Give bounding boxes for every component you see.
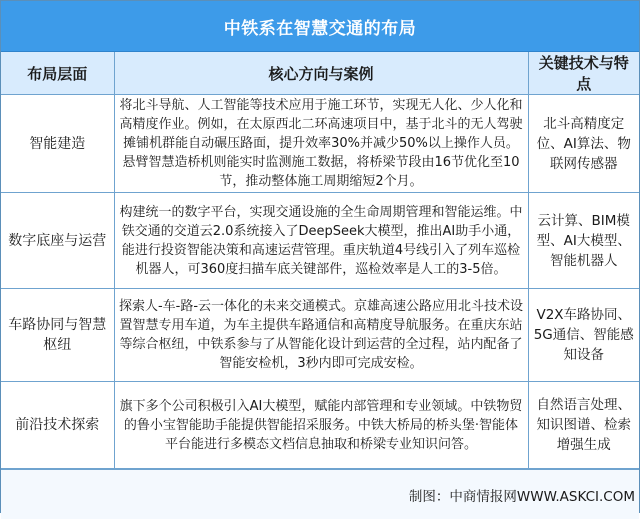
column-header-description: 核心方向与案例 xyxy=(114,52,528,95)
layer-cell: 车路协同与智慧枢纽 xyxy=(1,289,114,382)
table-title: 中铁系在智慧交通的布局 xyxy=(1,1,639,52)
layer-cell: 前沿技术探索 xyxy=(1,382,114,469)
layout-table xyxy=(1,52,639,469)
description-cell: 探索人-车-路-云一体化的未来交通模式。京雄高速公路应用北斗技术设置智慧专用车道，为车主提供车路通信和高精度导航服务。在重庆东站等综合枢纽，中铁系参与了从智能化设计到运营的全过程，站内配备了智能安检机，3秒内即可完成安检。 xyxy=(114,289,528,382)
description-cell: 将北斗导航、人工智能等技术应用于施工环节，实现无人化、少人化和高精度作业。例如，在太原西北二环高速项目中，基于北斗的无人驾驶摊铺机群能自动碾压路面，提升效率30%并减少50%以上操作人员。悬臂智慧造桥机则能实时监测施工数据，将桥梁节段由16节优化至10节，推动整体施工周期缩短2个月。 xyxy=(114,95,528,193)
column-header-layer: 布局层面 xyxy=(1,52,114,95)
description-cell: 旗下多个公司积极引入AI大模型，赋能内部管理和专业领域。中铁物贸的鲁小宝智能助手能提供智能招采服务。中铁大桥局的桥头堡·智能体平台能进行多模态文档信息抽取和桥梁专业知识问答。 xyxy=(114,382,528,469)
source-caption: 制图：中商情报网WWW.ASKCI.COM xyxy=(1,469,639,519)
column-header-technology: 关键技术与特点 xyxy=(528,52,639,95)
layer-cell: 智能建造 xyxy=(1,95,114,193)
table-row xyxy=(1,193,639,289)
table-row xyxy=(1,382,639,469)
technology-cell: 北斗高精度定位、AI算法、物联网传感器 xyxy=(528,95,639,193)
description-cell: 构建统一的数字平台，实现交通设施的全生命周期管理和智能运维。中铁交通的交道云2.0系统接入了DeepSeek大模型，推出AI助手小通，能进行投资智能决策和高速运营管理。重庆轨道4号线引入了列车巡检机器人，可360度扫描车底关键部件，巡检效率是人工的3-5倍。 xyxy=(114,193,528,289)
technology-cell: V2X车路协同、5G通信、智能感知设备 xyxy=(528,289,639,382)
technology-cell: 自然语言处理、知识图谱、检索增强生成 xyxy=(528,382,639,469)
table-row xyxy=(1,289,639,382)
header-row xyxy=(1,52,639,95)
table-row xyxy=(1,95,639,193)
layer-cell: 数字底座与运营 xyxy=(1,193,114,289)
technology-cell: 云计算、BIM模型、AI大模型、智能机器人 xyxy=(528,193,639,289)
